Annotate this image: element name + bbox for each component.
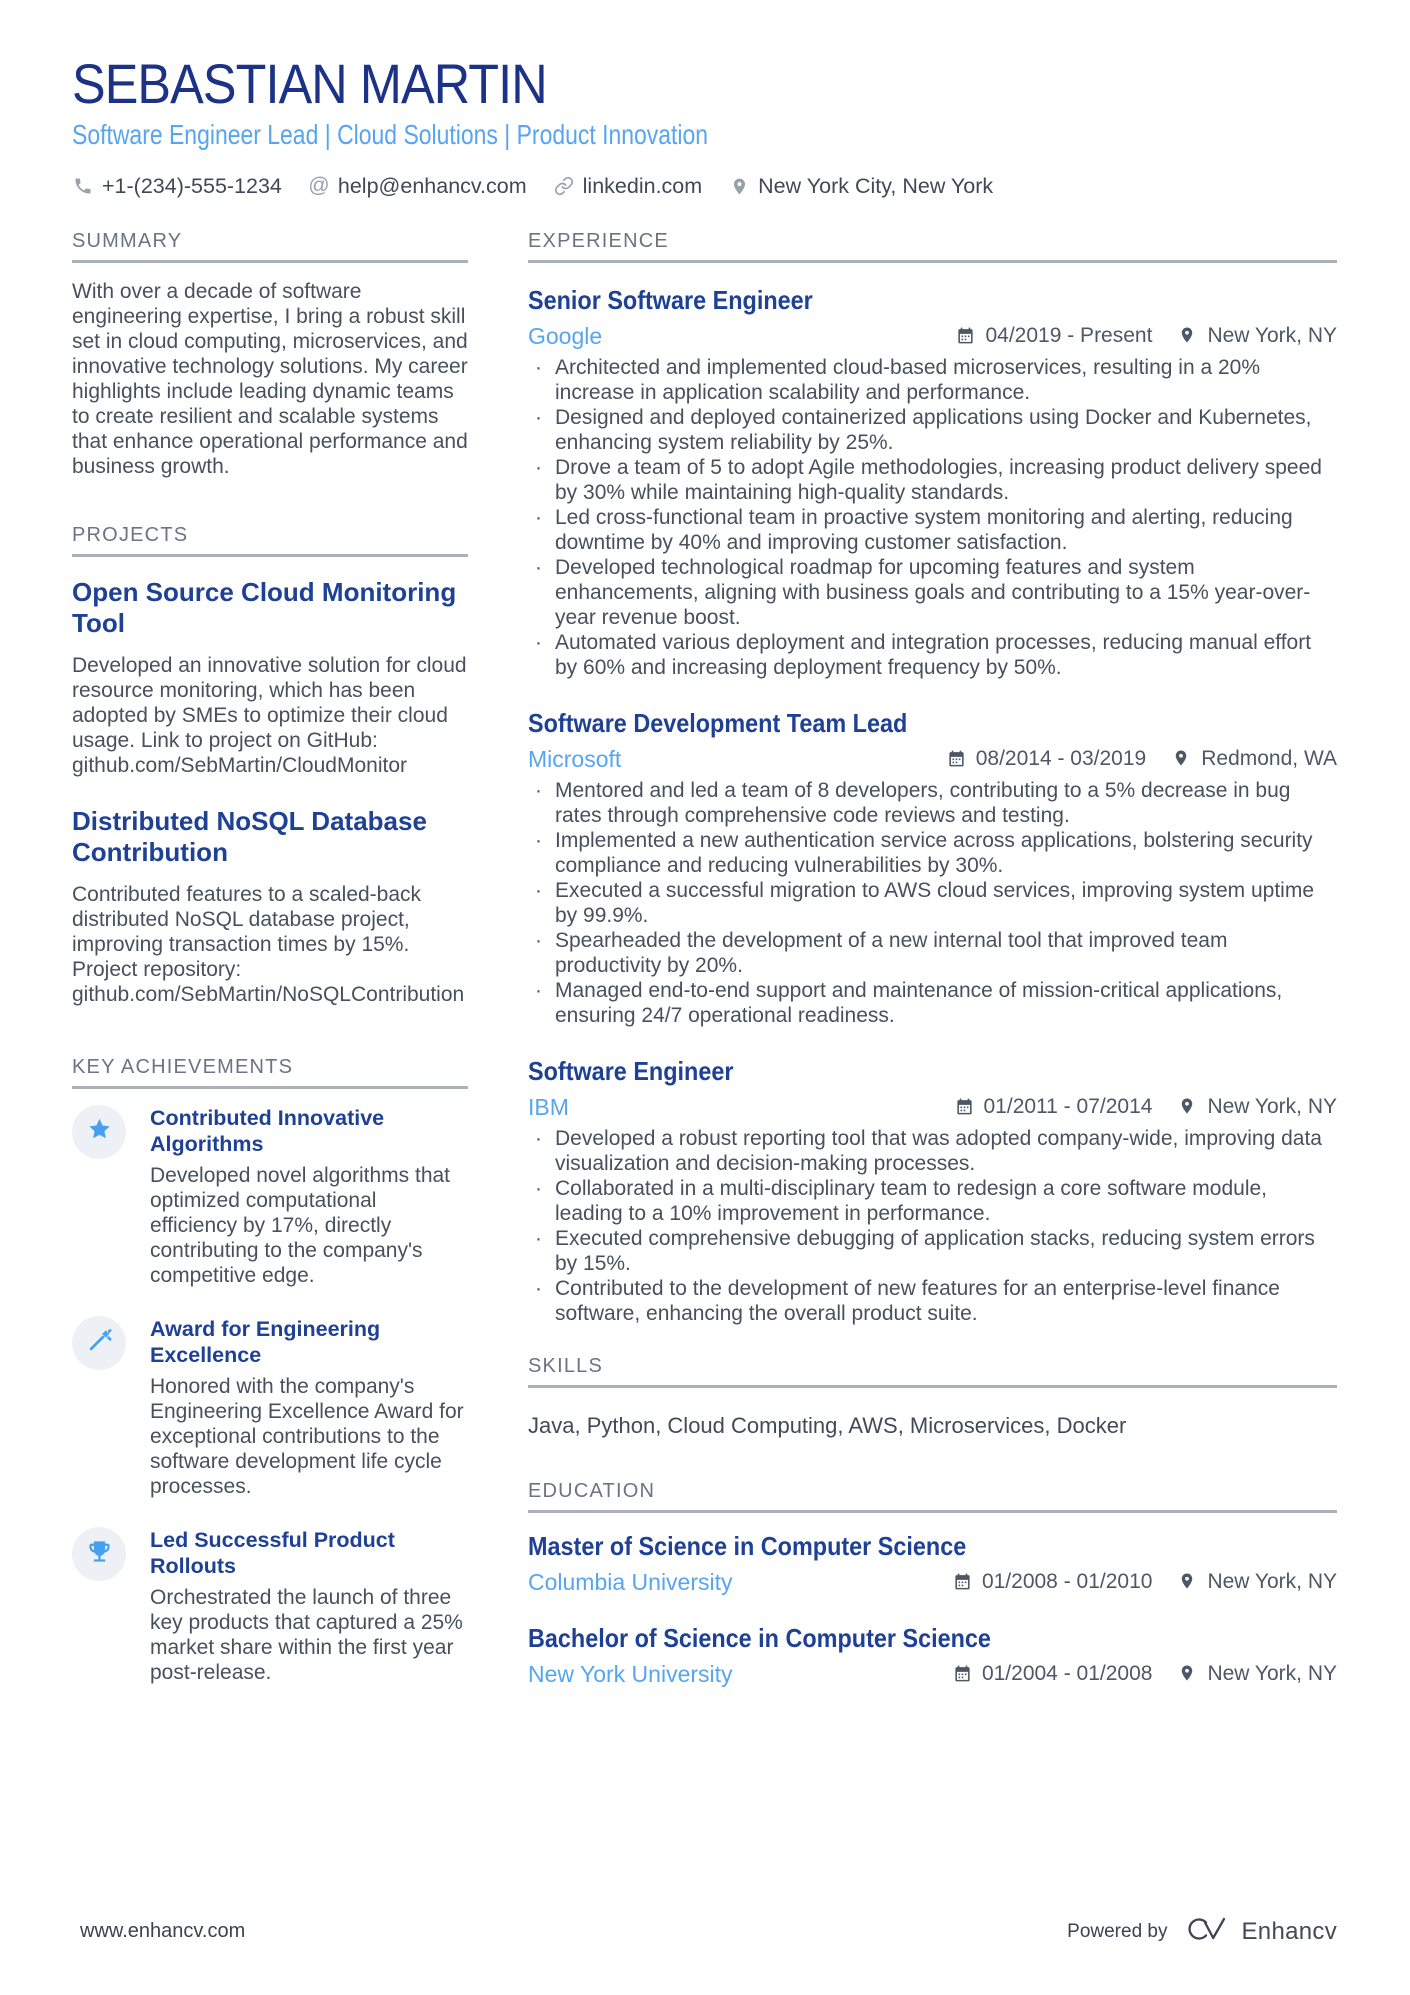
job-meta-row bbox=[528, 1092, 1337, 1122]
bullet-item bbox=[528, 405, 1337, 455]
enhancv-brand-text: Enhancv bbox=[1241, 1917, 1337, 1945]
achievement-body bbox=[150, 1316, 468, 1499]
bullet-text: · Executed a successful migration to AWS cloud services, improving system uptime by 99.9%. bbox=[555, 879, 1315, 927]
education-dates-text: 01/2008 - 01/2010 bbox=[981, 1570, 1153, 1593]
project-title: Open Source Cloud Monitoring Tool bbox=[72, 577, 457, 638]
education-location bbox=[1178, 1570, 1337, 1594]
bullet-text: · Executed comprehensive debugging of application stacks, reducing system errors by 15%. bbox=[555, 1227, 1315, 1275]
bullet-item bbox=[528, 505, 1337, 555]
job-location bbox=[1178, 324, 1337, 348]
job-dates bbox=[955, 1095, 1153, 1119]
page-footer bbox=[80, 1914, 1337, 1949]
bullet-item bbox=[528, 1276, 1337, 1326]
contact-phone bbox=[72, 173, 282, 199]
job-title: Software Engineer bbox=[528, 1056, 734, 1086]
contact-row bbox=[72, 173, 1337, 199]
contact-location bbox=[728, 173, 993, 199]
education-meta-right bbox=[953, 1662, 1337, 1686]
bullet-item bbox=[528, 355, 1337, 405]
job-dates bbox=[956, 324, 1152, 348]
education-dates bbox=[953, 1662, 1152, 1686]
degree-title: Master of Science in Computer Science bbox=[528, 1531, 967, 1561]
bullet-item bbox=[528, 978, 1337, 1028]
calendar-icon bbox=[953, 1664, 973, 1684]
footer-branding bbox=[1067, 1914, 1337, 1949]
job-meta-row bbox=[528, 321, 1337, 351]
degree-title: Bachelor of Science in Computer Science bbox=[528, 1623, 991, 1653]
education-location-text: New York, NY bbox=[1207, 1662, 1337, 1685]
achievement-item bbox=[72, 1105, 468, 1288]
education-location-text: New York, NY bbox=[1207, 1570, 1337, 1593]
contact-email-text[interactable]: help@enhancv.com bbox=[337, 174, 527, 198]
achievements-heading: KEY ACHIEVEMENTS bbox=[72, 1057, 468, 1089]
achievement-description: Honored with the company's Engineering Excellence Award for exceptional contributions to the software development life cycle processes. bbox=[150, 1375, 464, 1498]
bullet-text: · Managed end-to-end support and maintenance of mission-critical applications, ensuring 24/7 operational readiness. bbox=[555, 979, 1283, 1027]
job-bullets bbox=[528, 778, 1337, 1028]
person-name: SEBASTIAN MARTIN bbox=[72, 52, 547, 115]
job-meta-row bbox=[528, 744, 1337, 774]
achievement-body bbox=[150, 1105, 468, 1288]
bullet-text: · Collaborated in a multi-disciplinary team to redesign a core software module, leading to a 10% improvement in performance. bbox=[555, 1177, 1268, 1225]
footer-site-link[interactable]: www.enhancv.com bbox=[80, 1920, 246, 1942]
education-dates-text: 01/2004 - 01/2008 bbox=[981, 1662, 1153, 1685]
bullet-text: · Led cross-functional team in proactive system monitoring and alerting, reducing downtime by 40% and improving customer satisfaction. bbox=[555, 506, 1293, 554]
project-title: Distributed NoSQL Database Contribution bbox=[72, 806, 427, 867]
school-name: New York University bbox=[528, 1660, 733, 1687]
company-name: Google bbox=[528, 322, 603, 349]
location-icon bbox=[728, 175, 750, 197]
skills-heading: SKILLS bbox=[528, 1356, 1337, 1388]
project-description: Developed an innovative solution for cloud resource monitoring, which has been adopted by SMEs to optimize their cloud usage. Link to project on GitHub: github.com/SebMartin/CloudMonitor bbox=[72, 654, 467, 777]
bullet-item bbox=[528, 878, 1337, 928]
location-icon bbox=[1178, 1097, 1198, 1117]
phone-icon bbox=[72, 175, 94, 197]
bullet-text: · Mentored and led a team of 8 developers, contributing to a 5% decrease in bug rates through comprehensive code reviews and testing. bbox=[555, 779, 1291, 827]
bullet-item bbox=[528, 455, 1337, 505]
job-title: Software Development Team Lead bbox=[528, 708, 908, 738]
bullet-item bbox=[528, 928, 1337, 978]
education-dates bbox=[953, 1570, 1152, 1594]
education-meta-row bbox=[528, 1659, 1337, 1689]
contact-link[interactable] bbox=[553, 173, 703, 199]
education-meta-row bbox=[528, 1567, 1337, 1597]
education-heading: EDUCATION bbox=[528, 1481, 1337, 1513]
bullet-text: · Spearheaded the development of a new internal tool that improved team productivity by 20%. bbox=[555, 929, 1228, 977]
job-dates-text: 01/2011 - 07/2014 bbox=[983, 1095, 1153, 1118]
bullet-text: · Contributed to the development of new features for an enterprise-level finance software, enhancing the overall product suite. bbox=[555, 1277, 1280, 1325]
achievements-section bbox=[72, 1057, 468, 1685]
education-section bbox=[528, 1481, 1337, 1689]
location-icon bbox=[1178, 1572, 1198, 1592]
calendar-icon bbox=[956, 326, 976, 346]
content-columns bbox=[72, 231, 1337, 1713]
achievements-list bbox=[72, 1105, 468, 1685]
contact-email[interactable] bbox=[308, 173, 527, 199]
experience-heading: EXPERIENCE bbox=[528, 231, 1337, 263]
bullet-item bbox=[528, 1226, 1337, 1276]
calendar-icon bbox=[953, 1572, 973, 1592]
bullet-item bbox=[528, 630, 1337, 680]
job-dates-text: 04/2019 - Present bbox=[985, 324, 1153, 347]
job-title: Senior Software Engineer bbox=[528, 285, 813, 315]
achievement-item bbox=[72, 1316, 468, 1499]
enhancv-logo-icon bbox=[1182, 1914, 1228, 1949]
skills-text: Java, Python, Cloud Computing, AWS, Microservices, Docker bbox=[528, 1413, 1127, 1438]
link-icon bbox=[553, 175, 575, 197]
job-bullets bbox=[528, 355, 1337, 680]
star-icon bbox=[86, 1116, 113, 1148]
job-meta-right bbox=[947, 747, 1337, 771]
bullet-item bbox=[528, 828, 1337, 878]
calendar-icon bbox=[955, 1097, 975, 1117]
person-headline: Software Engineer Lead | Cloud Solutions | Product Innovation bbox=[72, 119, 709, 150]
bullet-text: · Designed and deployed containerized applications using Docker and Kubernetes, enhancing system reliability by 25%. bbox=[555, 406, 1312, 454]
job-meta-right bbox=[956, 324, 1337, 348]
achievement-title: Award for Engineering Excellence bbox=[150, 1317, 381, 1367]
achievement-title: Contributed Innovative Algorithms bbox=[150, 1106, 385, 1156]
location-icon bbox=[1178, 326, 1198, 346]
bullet-text: · Drove a team of 5 to adopt Agile methodologies, increasing product delivery speed by 30% while maintaining high-quality standards. bbox=[555, 456, 1322, 504]
achievement-icon-circle bbox=[72, 1527, 126, 1581]
right-column bbox=[528, 231, 1337, 1713]
education-meta-right bbox=[953, 1570, 1337, 1594]
experience-section bbox=[528, 231, 1337, 1326]
education-location bbox=[1178, 1662, 1337, 1686]
achievement-title: Led Successful Product Rollouts bbox=[150, 1528, 395, 1578]
summary-heading: SUMMARY bbox=[72, 231, 468, 263]
left-column bbox=[72, 231, 468, 1713]
projects-heading: PROJECTS bbox=[72, 525, 468, 557]
job-dates bbox=[947, 747, 1146, 771]
job-location-text: New York, NY bbox=[1207, 1095, 1337, 1118]
achievement-body bbox=[150, 1527, 468, 1685]
projects-section bbox=[72, 525, 468, 1007]
bullet-text: · Developed a robust reporting tool that was adopted company-wide, improving data visualization and decision-making processes. bbox=[555, 1127, 1322, 1175]
achievement-icon-circle bbox=[72, 1105, 126, 1159]
bullet-item bbox=[528, 555, 1337, 630]
contact-link-text[interactable]: linkedin.com bbox=[582, 174, 703, 198]
education-entry bbox=[528, 1623, 1337, 1689]
job-dates-text: 08/2014 - 03/2019 bbox=[975, 747, 1147, 770]
project-description: Contributed features to a scaled-back distributed NoSQL database project, improving transaction times by 15%. Project repository: github.com/SebMartin/NoSQLContribution bbox=[72, 883, 465, 1006]
job-location bbox=[1178, 1095, 1337, 1119]
achievement-description: Orchestrated the launch of three key products that captured a 25% market share within the first year post-release. bbox=[150, 1586, 463, 1684]
job-location bbox=[1172, 747, 1337, 771]
job-location-text: New York, NY bbox=[1207, 324, 1337, 347]
school-name: Columbia University bbox=[528, 1568, 733, 1595]
bullet-text: · Developed technological roadmap for upcoming features and system enhancements, aligning with business goals and contributing to a 15% year-over-year revenue boost. bbox=[555, 556, 1311, 629]
wand-icon bbox=[86, 1327, 113, 1359]
location-icon bbox=[1178, 1664, 1198, 1684]
bullet-text: · Automated various deployment and integration processes, reducing manual effort by 60% and increasing deployment frequency by 50%. bbox=[555, 631, 1312, 679]
experience-entry bbox=[528, 708, 1337, 1028]
skills-section bbox=[528, 1356, 1337, 1439]
job-meta-right bbox=[955, 1095, 1338, 1119]
job-location-text: Redmond, WA bbox=[1201, 747, 1337, 770]
powered-by-label: Powered by bbox=[1067, 1920, 1168, 1942]
achievement-description: Developed novel algorithms that optimized computational efficiency by 17%, directly contributing to the company's competitive edge. bbox=[150, 1164, 451, 1287]
trophy-icon bbox=[86, 1538, 113, 1570]
contact-location-text: New York City, New York bbox=[758, 174, 994, 198]
at-icon: @ bbox=[308, 174, 330, 197]
achievement-item bbox=[72, 1527, 468, 1685]
company-name: IBM bbox=[528, 1093, 569, 1120]
bullet-item bbox=[528, 778, 1337, 828]
bullet-text: · Architected and implemented cloud-based microservices, resulting in a 20% increase in application scalability and performance. bbox=[555, 356, 1261, 404]
location-icon bbox=[1172, 749, 1192, 769]
experience-entry bbox=[528, 1056, 1337, 1326]
job-bullets bbox=[528, 1126, 1337, 1326]
education-entry bbox=[528, 1531, 1337, 1597]
calendar-icon bbox=[947, 749, 967, 769]
summary-text: With over a decade of software engineering expertise, I bring a robust skill set in cloud computing, microservices, and innovative technology solutions. My career highlights include leading dynamic teams to create resilient and scalable systems that enhance operational performance and business growth. bbox=[72, 280, 468, 478]
bullet-item bbox=[528, 1176, 1337, 1226]
achievement-icon-circle bbox=[72, 1316, 126, 1370]
resume-header bbox=[72, 52, 1337, 199]
experience-entry bbox=[528, 285, 1337, 680]
bullet-text: · Implemented a new authentication service across applications, bolstering security compliance and reducing vulnerabilities by 30%. bbox=[555, 829, 1313, 877]
company-name: Microsoft bbox=[528, 745, 622, 772]
summary-section bbox=[72, 231, 468, 479]
bullet-item bbox=[528, 1126, 1337, 1176]
contact-phone-text: +1-(234)-555-1234 bbox=[102, 174, 282, 198]
